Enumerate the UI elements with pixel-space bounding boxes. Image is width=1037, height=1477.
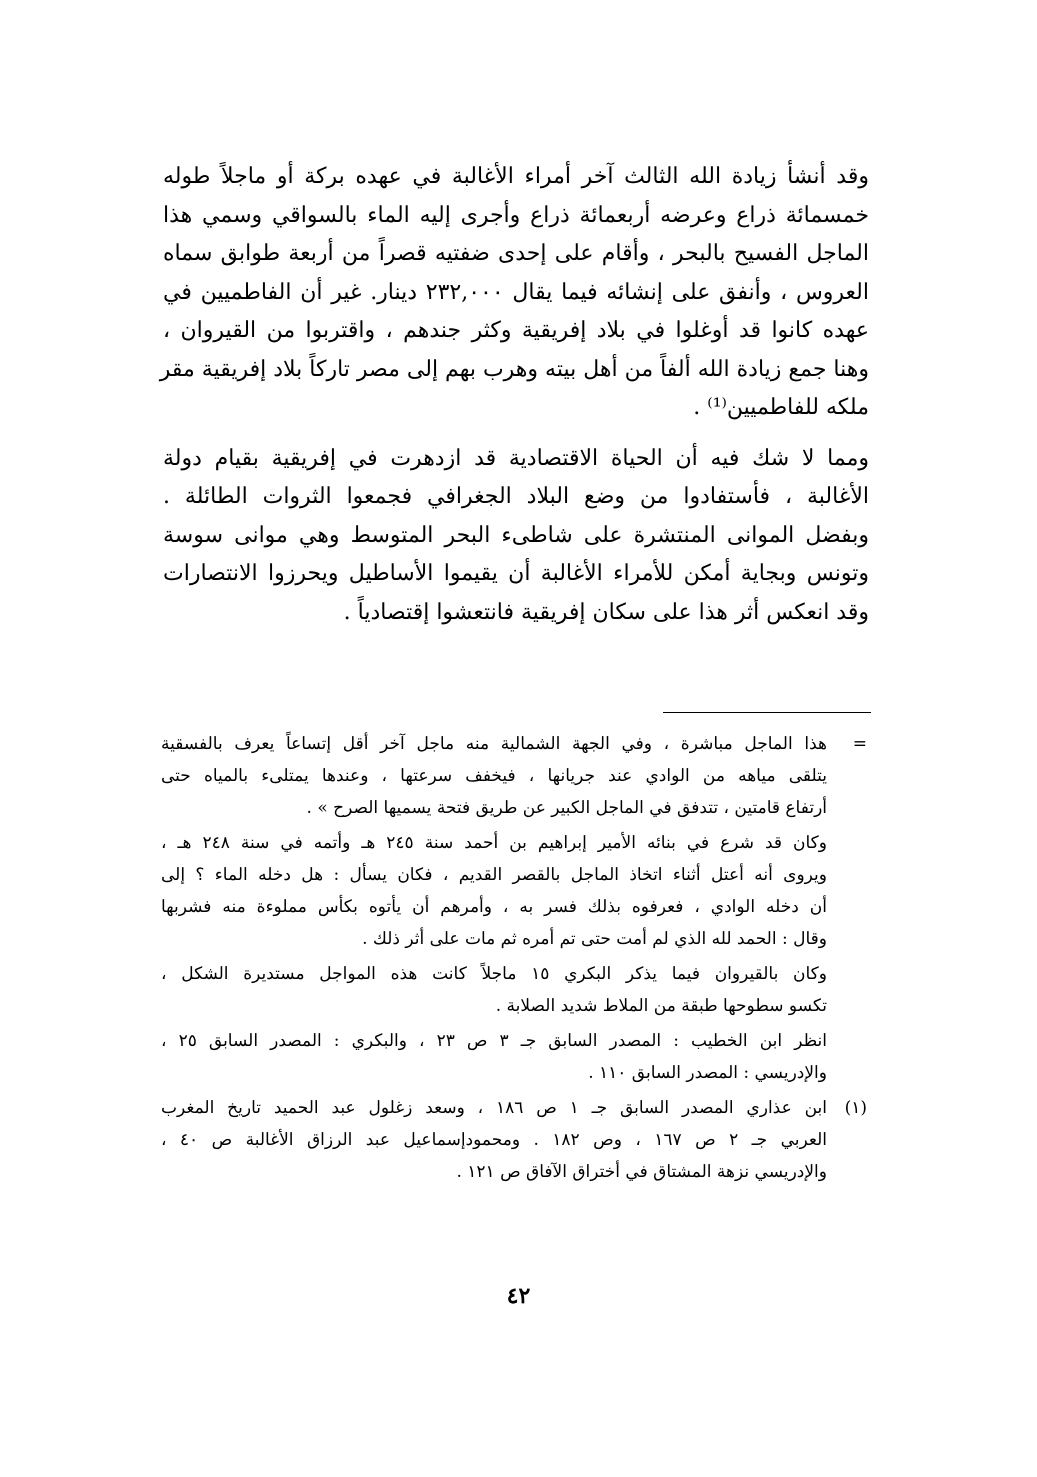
text-line: خمسمائة ذراع وعرضه أربعمائة ذراع وأجرى إليه الماء بالسواقي وسمي هذا (163, 202, 869, 228)
footnote-line: وكان قد شرع في بنائه الأمير إبراهيم بن أحمد سنة ٢٤٥ هـ وأتمه في سنة ٢٤٨ هـ ، (161, 833, 827, 853)
text-line: وبفضل الموانى المنتشرة على شاطىء البحر المتوسط وهي موانى سوسة (163, 522, 869, 548)
footnote-line: أرتفاع قامتين ، تتدفق في الماجل الكبير عن طريق فتحة يسميها الصرح » . (306, 798, 827, 818)
paragraph-2 (163, 440, 869, 633)
footnote-subblock (161, 1025, 827, 1089)
footnote-subblock (161, 958, 827, 1022)
footnote-line: العربي جـ ٢ ص ١٦٧ ، وص ١٨٢ . ومحمودإسماعيل عبد الرزاق الأغالبة ص ٤٠ ، (161, 1130, 827, 1150)
footnote-subblock (161, 1092, 827, 1188)
footnote-line: انظر ابن الخطيب : المصدر السابق جـ ٣ ص ٢٣ ، والبكري : المصدر السابق ٢٥ ، (161, 1031, 827, 1051)
text-line: العروس ، وأنفق على إنشائه فيما يقال ٢٣٢,٠٠٠ دينار. غير أن الفاطميين في (163, 279, 869, 305)
footnote-marker: = (852, 734, 867, 754)
footnote-subblock (161, 728, 827, 824)
footnote-line: والإدريسي نزهة المشتاق في أختراق الآفاق ص ١٢١ . (456, 1162, 827, 1182)
footnotes (161, 728, 871, 1191)
footnote-line: أن دخله الوادي ، فعرفوه بذلك فسر به ، وأمرهم أن يأتوه بكأس مملوءة منه فشربها (161, 897, 827, 917)
text-line: وقد انعكس أثر هذا على سكان إفريقية فانتعشوا إقتصادياً . (343, 599, 869, 625)
footnote-1 (161, 1092, 871, 1188)
text-line: ملكه للفاطميين⁽¹⁾ . (693, 395, 869, 420)
footnote-line: وقال : الحمد لله الذي لم أمت حتى تم أمره ثم مات على أثر ذلك . (362, 929, 827, 949)
text-line: الماجل الفسيح بالبحر ، وأقام على إحدى ضفتيه قصراً من أربعة طوابق سماه (163, 241, 869, 266)
footnote-marker: (١) (844, 1098, 867, 1118)
text-line: الأغالبة ، فأستفادوا من وضع البلاد الجغرافي فجمعوا الثروات الطائلة . (163, 484, 869, 509)
paragraph-1 (159, 158, 869, 428)
page-number: ٤٢ (506, 1283, 531, 1309)
text-line: عهده كانوا قد أوغلوا في بلاد إفريقية وكثر جندهم ، واقتربوا من القيروان ، (163, 318, 869, 343)
text-line: وقد أنشأ زيادة الله الثالث آخر أمراء الأغالبة في عهده بركة أو ماجلاً طوله (163, 164, 869, 189)
footnote-line: تكسو سطوحها طبقة من الملاط شديد الصلابة . (495, 996, 827, 1016)
footnote-line: والإدريسي : المصدر السابق ١١٠ . (588, 1063, 827, 1083)
footnote-line: ابن عذاري المصدر السابق جـ ١ ص ١٨٦ ، وسعد زغلول عبد الحميد تاريخ المغرب (161, 1098, 827, 1118)
footnote-line: ويروى أنه أعتل أثناء اتخاذ الماجل بالقصر القديم ، فكان يسأل : هل دخله الماء ؟ إلى (161, 865, 827, 885)
footnote-line: هذا الماجل مباشرة ، وفي الجهة الشمالية منه ماجل آخر أقل إتساعاً يعرف بالفسقية (161, 734, 827, 754)
footnote-continued (161, 728, 871, 1089)
footnote-line: يتلقى مياهه من الوادي عند جريانها ، فيخفف سرعتها ، وعندها يمتلىء بالمياه حتى (161, 766, 827, 786)
footnote-separator (663, 712, 871, 713)
footnote-line: وكان بالقيروان فيما يذكر البكري ١٥ ماجلاً كانت هذه المواجل مستديرة الشكل ، (161, 964, 827, 984)
main-text (159, 158, 869, 644)
footnote-subblock (161, 827, 827, 955)
text-line: ومما لا شك فيه أن الحياة الاقتصادية قد ازدهرت في إفريقية بقيام دولة (163, 445, 869, 471)
text-line: وتونس وبجاية أمكن للأمراء الأغالبة أن يقيموا الأساطيل ويحرزوا الانتصارات (163, 561, 869, 586)
text-line: وهنا جمع زيادة الله ألفاً من أهل بيته وهرب بهم إلى مصر تاركاً بلاد إفريقية مقر (159, 356, 869, 382)
